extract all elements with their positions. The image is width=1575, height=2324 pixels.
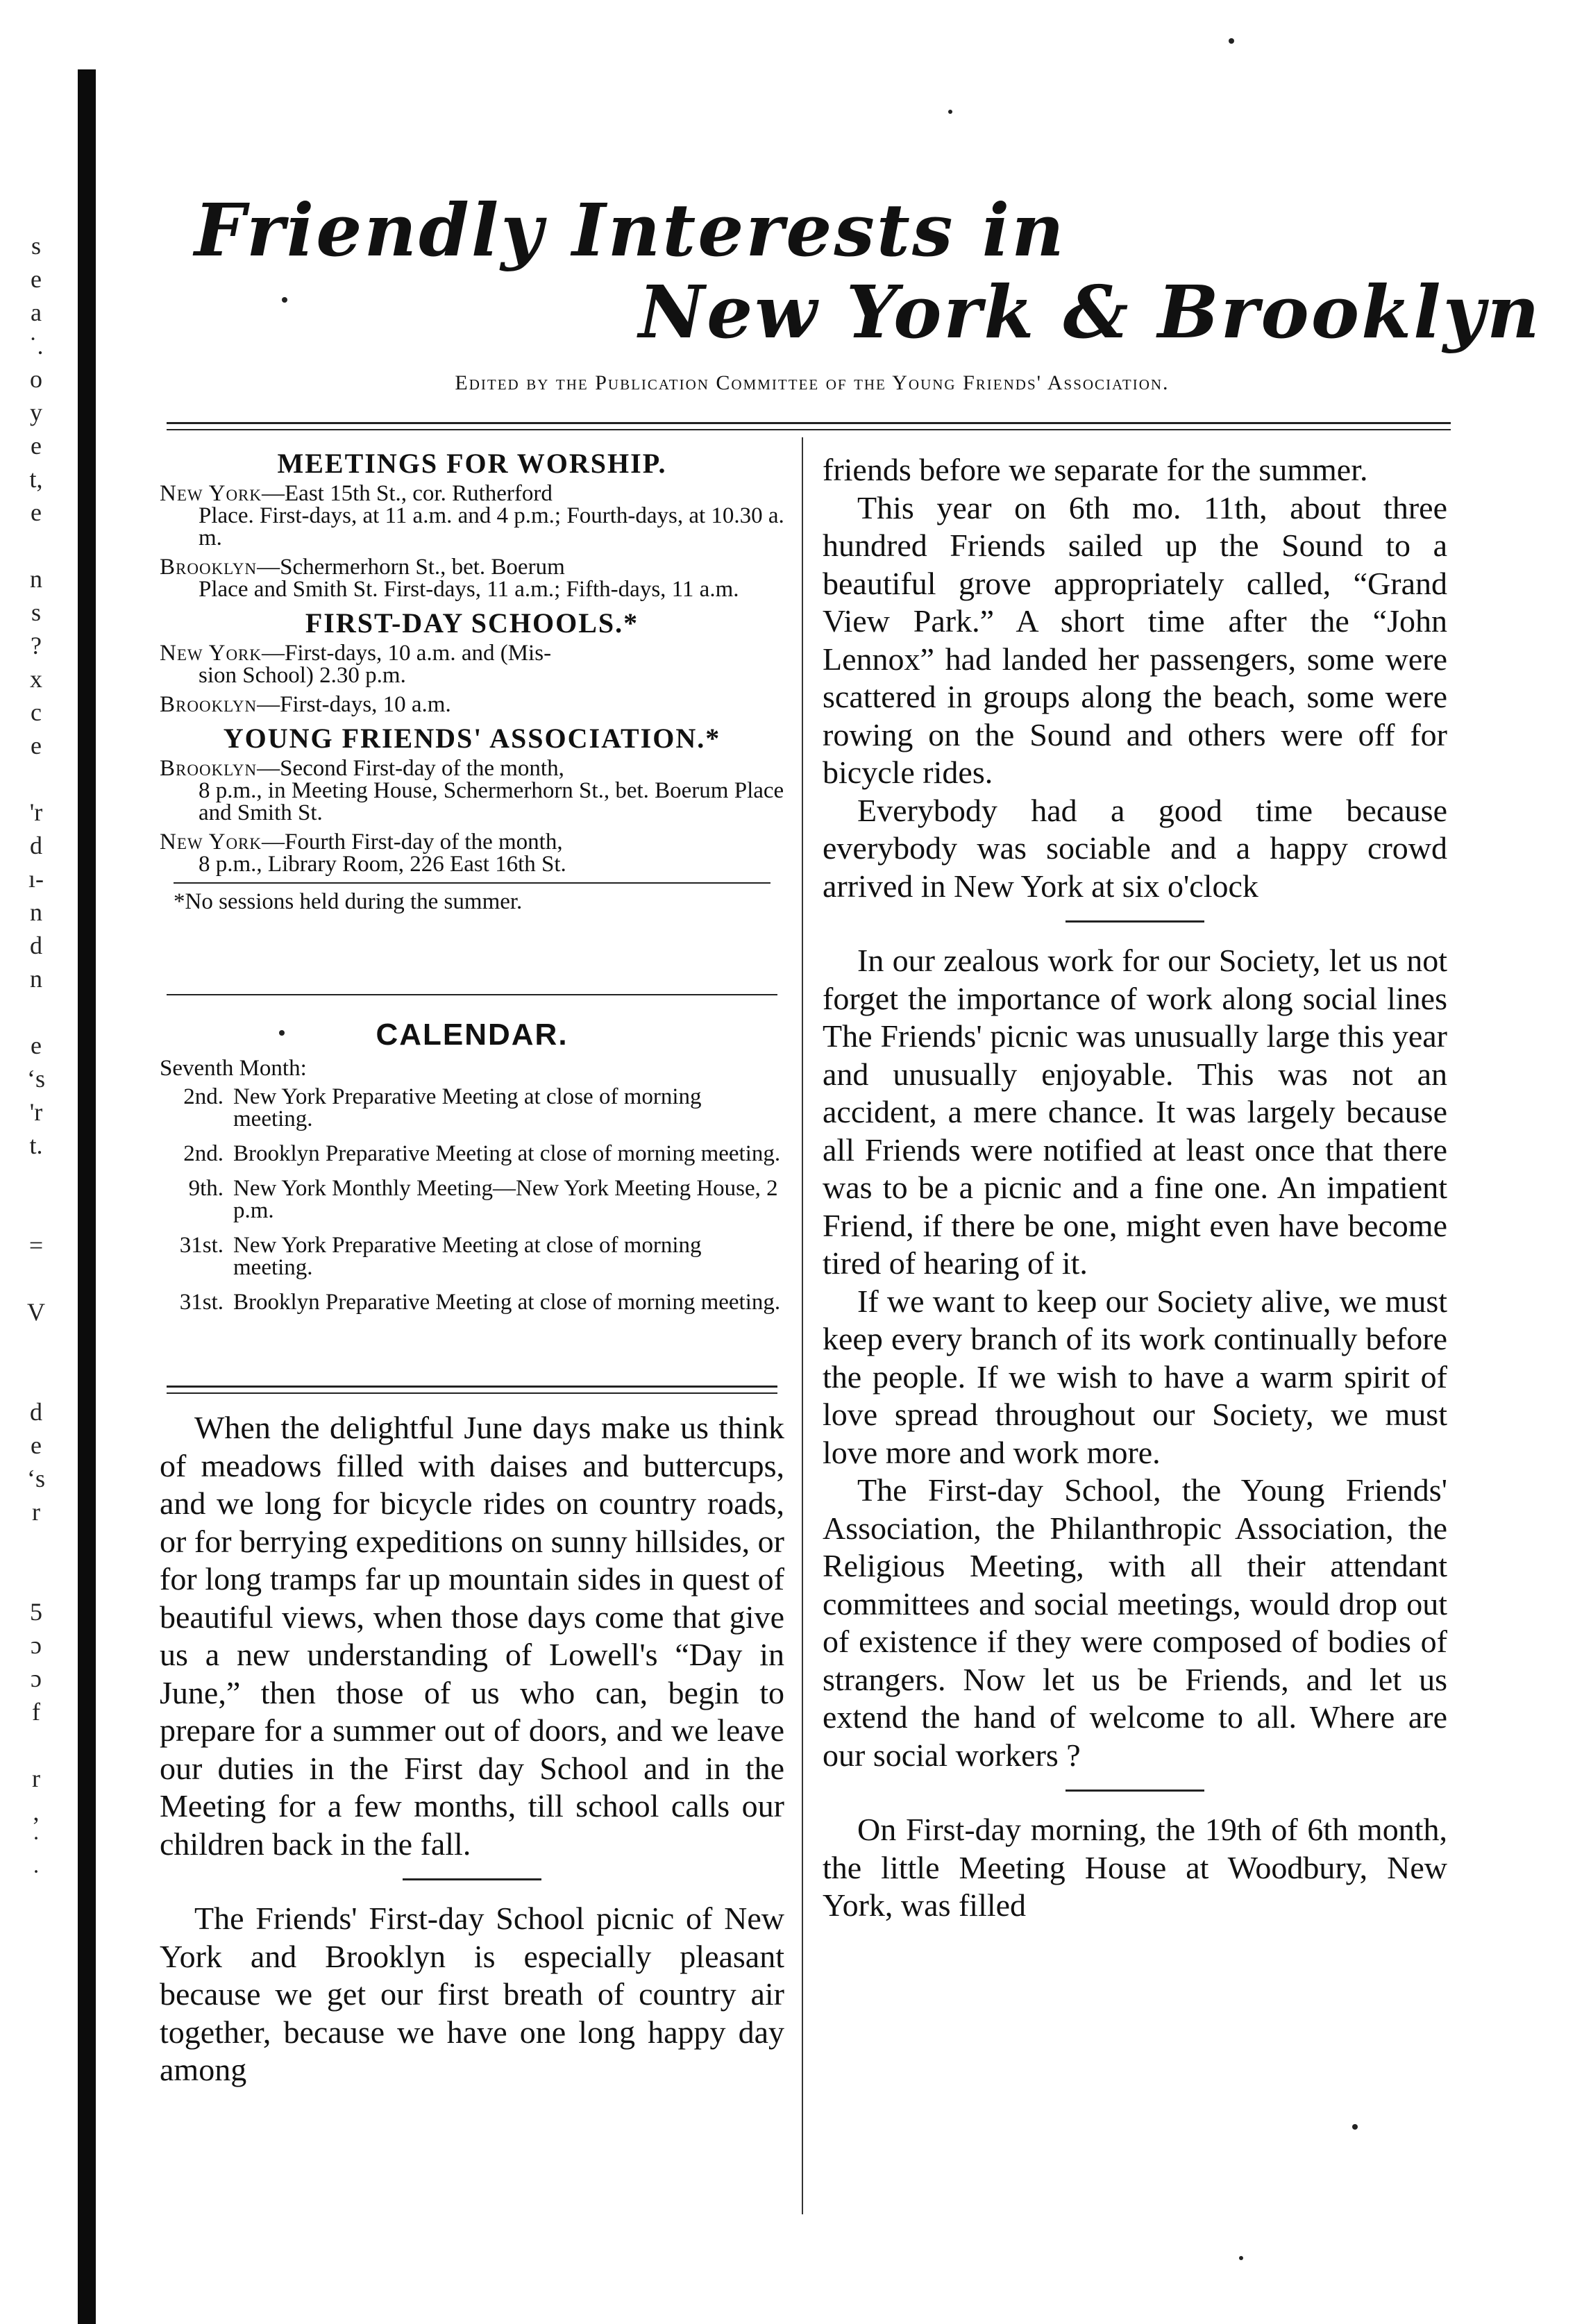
margin-letter — [3, 995, 69, 1029]
left-article — [160, 1409, 784, 2089]
margin-letter: s — [31, 598, 41, 626]
margin-letter: , — [33, 1798, 40, 1826]
ink-speck — [1352, 2124, 1358, 2130]
ink-speck — [1239, 2256, 1243, 2260]
notice-detail: 8 p.m., in Meeting House, Schermerhorn St., bet. Boerum Place and Smith St. — [199, 778, 784, 825]
masthead-rule — [167, 422, 1451, 424]
margin-letter — [3, 762, 69, 795]
notice-line: —Schermerhorn St., bet. Boerum — [257, 555, 565, 580]
margin-letter: a — [31, 298, 42, 326]
section-rule — [167, 994, 777, 995]
binding-edge — [78, 69, 96, 2324]
notice-detail: sion School) 2.30 p.m. — [199, 663, 406, 688]
notice-item — [160, 693, 784, 716]
notice-line: —Second First-day of the month, — [257, 756, 564, 781]
margin-letter: e — [31, 1431, 42, 1459]
margin-letter — [3, 1329, 69, 1362]
section-rule — [167, 1386, 777, 1388]
margin-letter: e — [31, 265, 42, 293]
section-rule — [167, 1392, 777, 1394]
margin-letter: n — [30, 965, 42, 993]
notice-detail: 8 p.m., Library Room, 226 East 16th St. — [199, 852, 566, 877]
masthead-rule — [167, 429, 1451, 430]
association-heading: YOUNG FRIENDS' ASSOCIATION.* — [223, 723, 721, 754]
notice-place: New York — [160, 830, 262, 854]
calendar-entry — [160, 1291, 784, 1313]
margin-letter: d — [30, 932, 42, 959]
margin-letter: e — [31, 1032, 42, 1059]
margin-letter: r — [32, 1498, 40, 1526]
notice-line: —Fourth First-day of the month, — [262, 830, 563, 854]
margin-letter: o — [30, 365, 42, 393]
margin-letter: ɔ — [31, 1631, 42, 1659]
margin-letter: 'r — [29, 798, 43, 826]
article-paragraph: If we want to keep our Society alive, we must keep every branch of its work continually before the people. If we wish to have a warm spirit of love spread throughout our Society, we must love more and work more. — [823, 1283, 1447, 1470]
notice-line: —First-days, 10 a.m. — [257, 692, 451, 717]
margin-letter: = — [28, 1231, 44, 1259]
calendar-text: New York Monthly Meeting—New York Meeting House, 2 p.m. — [233, 1176, 778, 1223]
article-paragraph: In our zealous work for our Society, let us not forget the importance of work along social lines The Friends' picnic was unusually large this year and unusually enjoyable. This was not an accident, a mere chance. It was largely because all Friends were notified at least once that there was to be a picnic and a fine one. An impatient Friend, if there be one, might even have become tired of hearing of it. — [823, 943, 1447, 1281]
calendar-heading: CALENDAR. — [376, 1018, 568, 1052]
margin-letter: n — [30, 565, 42, 593]
margin-letter: 5 — [30, 1598, 42, 1626]
masthead-title-line2: New York & Brooklyn — [639, 269, 1542, 355]
calendar-month: Seventh Month: — [160, 1056, 307, 1081]
calendar-date: 9th. — [188, 1176, 224, 1201]
column-divider — [802, 437, 803, 2214]
calendar-section — [160, 1018, 784, 1326]
notice-place: Brooklyn — [160, 555, 258, 580]
paragraph-separator — [1066, 920, 1204, 923]
margin-letter: f — [32, 1698, 40, 1726]
article-paragraph: This year on 6th mo. 11th, about three hundred Friends sailed up the Sound to a beautiful grove appropriately called, “Grand View Park.” A short time after the “John Lennox” had landed her passengers, some were scattered in groups along the beach, some were rowing on the Sound and others were off for bicycle rides. — [823, 489, 1447, 790]
margin-letter: c — [31, 698, 42, 726]
calendar-date: 2nd. — [183, 1141, 224, 1166]
margin-letter: d — [30, 832, 42, 859]
masthead-subtitle: Edited by the Publication Committee of the Young Friends' Association. — [455, 371, 1170, 394]
notice-line: —First-days, 10 a.m. and (Mis- — [262, 641, 552, 666]
margin-letter — [3, 529, 69, 562]
right-article — [823, 451, 1447, 1925]
margin-letter: x — [30, 665, 42, 693]
calendar-entry — [160, 1177, 784, 1222]
notice-line: —East 15th St., cor. Rutherford — [262, 481, 553, 506]
margin-letter: ʻs — [27, 1065, 45, 1093]
margin-letter: V — [27, 1298, 45, 1326]
margin-letter: s — [31, 232, 41, 260]
calendar-date: 2nd. — [183, 1084, 224, 1109]
paragraph-separator — [1066, 1790, 1204, 1792]
article-paragraph: When the delightful June days make us think of meadows filled with daises and buttercups, and we long for bicycle rides on country roads, or for berrying expeditions on sunny hillsides, or for long tramps far up mountain sides in quest of beautiful views, when those days come that give us a new understanding of Lowell's “Day in June,” then those of us who can, begin to prepare for a summer out of doors, and we leave our duties in the First day School and in the Meeting for a few months, till school calls our children back in the fall. — [160, 1410, 784, 1862]
margin-letter: 'r — [29, 1098, 43, 1126]
notice-place: Brooklyn — [160, 692, 258, 717]
article-paragraph: The First-day School, the Young Friends' Association, the Philanthropic Association, the Religious Meeting, with all their attendant committees and social meetings, would drop out of existence if they were composed of bodies of strangers. Now let us be Friends, and let us extend the hand of welcome to all. Where are our social workers ? — [823, 1472, 1447, 1773]
notice-item — [160, 642, 784, 687]
calendar-text: Brooklyn Preparative Meeting at close of morning meeting. — [233, 1290, 781, 1315]
calendar-entry — [160, 1234, 784, 1279]
margin-letter — [3, 1262, 69, 1295]
masthead-title-line1: Friendly Interests in — [194, 187, 1066, 273]
schools-heading: FIRST-DAY SCHOOLS.* — [305, 607, 639, 639]
margin-letter: ı- — [28, 865, 44, 893]
calendar-entry — [160, 1086, 784, 1130]
margin-letter: e — [31, 432, 42, 460]
notice-place: New York — [160, 641, 262, 666]
paragraph-separator — [403, 1878, 541, 1880]
margin-letter: e — [31, 498, 42, 526]
margin-letter: y — [30, 398, 42, 426]
margin-letter: ʻs — [27, 1465, 45, 1492]
notice-place: Brooklyn — [160, 756, 258, 781]
margin-letter — [3, 1362, 69, 1395]
meetings-heading: MEETINGS FOR WORSHIP. — [277, 448, 667, 479]
ink-speck — [1229, 38, 1234, 44]
notice-place: New York — [160, 481, 262, 506]
article-paragraph: Everybody had a good time because everybody was sociable and a happy crowd arrived in New York at six o'clock — [823, 792, 1447, 904]
notice-detail: Place. First-days, at 11 a.m. and 4 p.m.; Fourth-days, at 10.30 a. m. — [199, 503, 784, 550]
margin-letter: ˙ — [32, 1831, 40, 1859]
margin-letters — [3, 229, 69, 1895]
margin-letter: ˙. — [28, 332, 44, 360]
margin-letter: ˙ — [32, 1864, 40, 1892]
margin-letter — [3, 1529, 69, 1562]
article-paragraph: The Friends' First-day School picnic of New York and Brooklyn is especially pleasant because we get our first breath of country air together, because we have one long happy day among — [160, 1901, 784, 2087]
margin-letter — [3, 1195, 69, 1229]
calendar-entry — [160, 1143, 784, 1165]
margin-letter: ? — [31, 632, 42, 659]
calendar-text: New York Preparative Meeting at close of morning meeting. — [233, 1233, 702, 1280]
notice-item — [160, 831, 784, 875]
margin-letter — [3, 1728, 69, 1762]
margin-letter: ɔ — [31, 1665, 42, 1692]
calendar-text: New York Preparative Meeting at close of morning meeting. — [233, 1084, 702, 1131]
margin-letter — [3, 1162, 69, 1195]
section-rule — [174, 882, 770, 884]
summer-footnote: *No sessions held during the summer. — [174, 889, 523, 914]
article-paragraph: friends before we separate for the summer. — [823, 452, 1368, 487]
calendar-date: 31st. — [179, 1290, 224, 1315]
margin-letter: e — [31, 732, 42, 759]
masthead — [167, 187, 1542, 355]
ink-speck — [948, 110, 952, 114]
margin-letter: r — [32, 1765, 40, 1792]
margin-letter — [3, 1562, 69, 1595]
notice-detail: Place and Smith St. First-days, 11 a.m.; Fifth-days, 11 a.m. — [199, 577, 739, 602]
notice-item — [160, 556, 784, 600]
calendar-date: 31st. — [179, 1233, 224, 1258]
margin-letter: t. — [29, 1131, 43, 1159]
calendar-text: Brooklyn Preparative Meeting at close of morning meeting. — [233, 1141, 781, 1166]
article-paragraph: On First-day morning, the 19th of 6th month, the little Meeting House at Woodbury, New York, was filled — [823, 1812, 1447, 1923]
notice-item — [160, 482, 784, 549]
margin-letter: t, — [29, 465, 43, 493]
margin-letter: n — [30, 898, 42, 926]
notice-item — [160, 757, 784, 824]
notices-section — [160, 448, 784, 920]
margin-letter: d — [30, 1398, 42, 1426]
